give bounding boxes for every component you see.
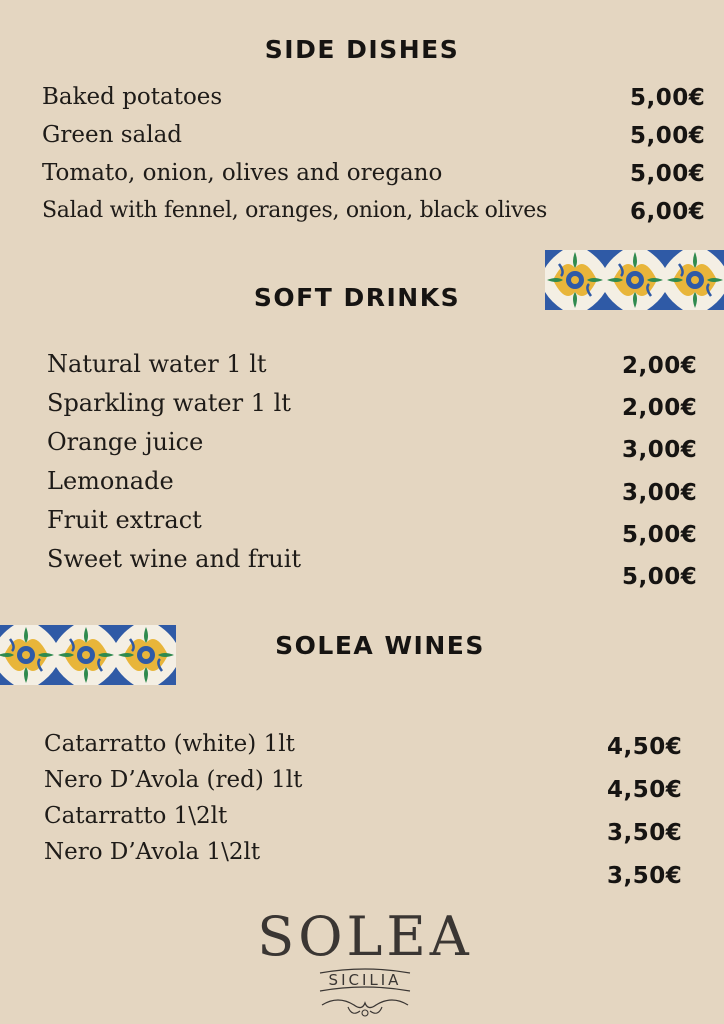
wine-price: 3,50€ bbox=[607, 863, 683, 889]
solea-wines-heading: SOLEA WINES bbox=[275, 631, 485, 660]
soft-drink-price: 3,00€ bbox=[622, 437, 698, 463]
logo-flourish-icon bbox=[318, 991, 412, 1019]
side-dish-name: Baked potatoes bbox=[42, 84, 223, 110]
wine-name: Catarratto 1\2lt bbox=[44, 803, 228, 829]
wine-price: 4,50€ bbox=[607, 777, 683, 803]
logo-subtitle: SICILIA bbox=[328, 971, 402, 989]
wine-price: 3,50€ bbox=[607, 820, 683, 846]
soft-drink-price: 5,00€ bbox=[622, 522, 698, 548]
soft-drink-name: Orange juice bbox=[47, 428, 204, 456]
wine-name: Nero D’Avola (red) 1lt bbox=[44, 767, 303, 793]
side-dishes-heading: SIDE DISHES bbox=[264, 35, 460, 64]
soft-drink-name: Sparkling water 1 lt bbox=[47, 389, 291, 417]
soft-drink-price: 5,00€ bbox=[622, 564, 698, 590]
side-dish-name: Tomato, onion, olives and oregano bbox=[42, 160, 443, 186]
side-dish-price: 5,00€ bbox=[630, 85, 706, 111]
soft-drink-name: Fruit extract bbox=[47, 506, 202, 534]
soft-drink-name: Sweet wine and fruit bbox=[47, 545, 302, 573]
wine-price: 4,50€ bbox=[607, 734, 683, 760]
soft-drink-name: Natural water 1 lt bbox=[47, 350, 267, 378]
soft-drink-price: 2,00€ bbox=[622, 395, 698, 421]
side-dish-price: 5,00€ bbox=[630, 123, 706, 149]
wine-name: Catarratto (white) 1lt bbox=[44, 731, 295, 757]
solea-logo bbox=[240, 905, 490, 1020]
soft-drink-name: Lemonade bbox=[47, 467, 174, 495]
side-dish-price: 5,00€ bbox=[630, 161, 706, 187]
soft-drink-price: 3,00€ bbox=[622, 480, 698, 506]
wine-name: Nero D’Avola 1\2lt bbox=[44, 839, 261, 865]
side-dish-name: Salad with fennel, oranges, onion, black olives bbox=[42, 198, 547, 223]
soft-drink-price: 2,00€ bbox=[622, 353, 698, 379]
logo-brand: SOLEA bbox=[257, 905, 473, 968]
soft-drinks-heading: SOFT DRINKS bbox=[253, 283, 461, 312]
side-dish-price: 6,00€ bbox=[630, 199, 706, 225]
side-dish-name: Green salad bbox=[42, 122, 183, 148]
